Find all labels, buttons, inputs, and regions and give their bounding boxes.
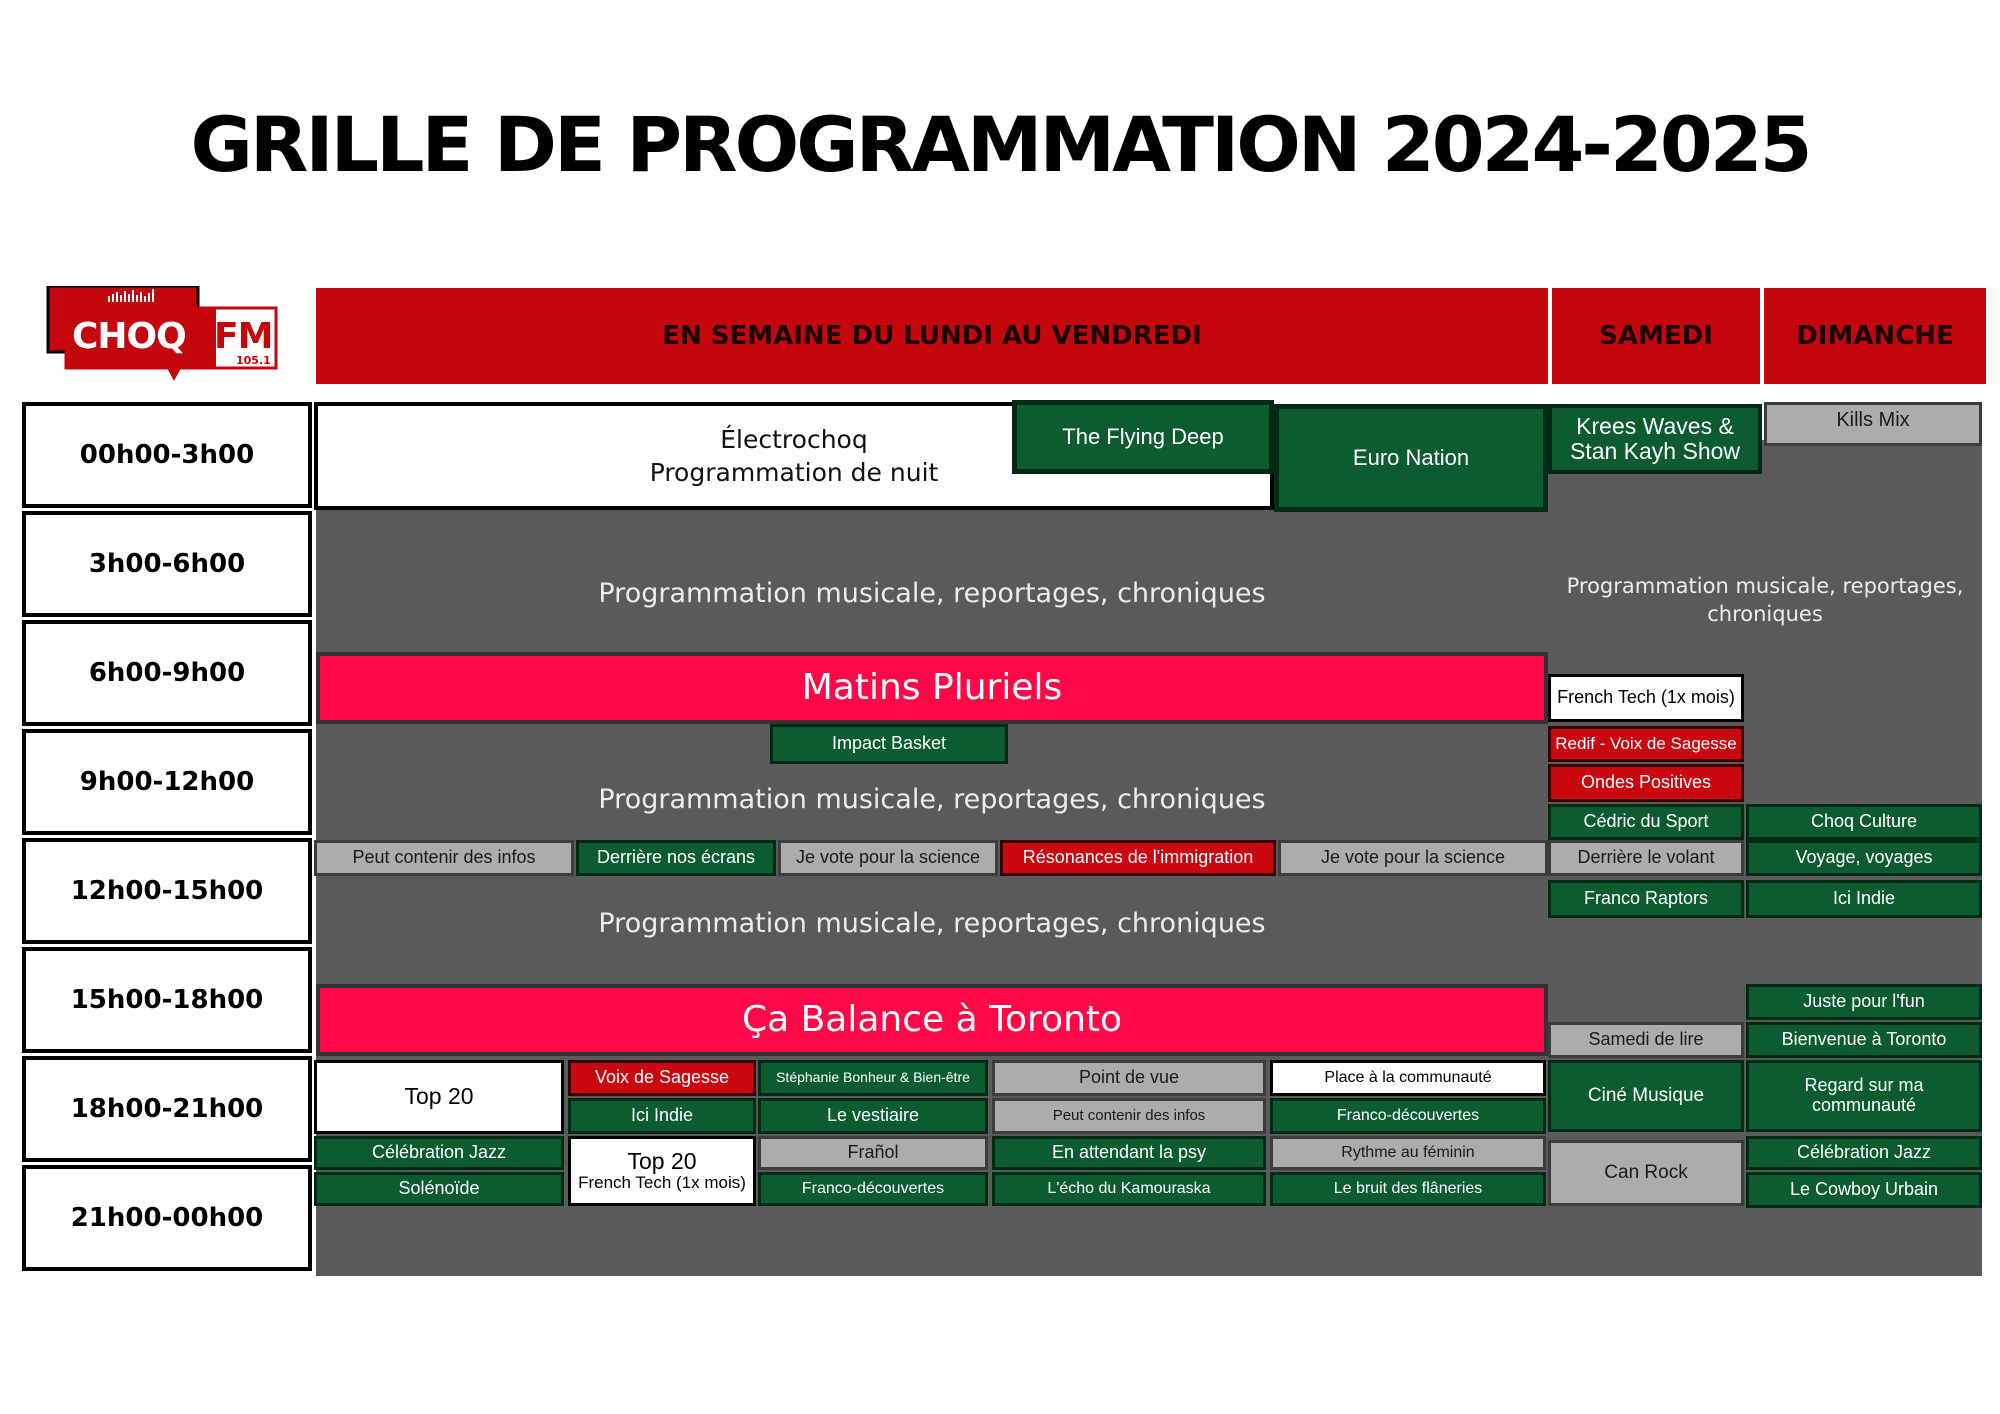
voix-de-sagesse-block: Voix de Sagesse xyxy=(568,1060,756,1096)
time-slot: 15h00-18h00 xyxy=(22,947,312,1053)
french-tech-saturday-block: French Tech (1x mois) xyxy=(1548,674,1744,722)
kills-mix-block: Kills Mix xyxy=(1764,402,1982,446)
header-weekday: EN SEMAINE DU LUNDI AU VENDREDI xyxy=(662,321,1202,351)
ca-balance-toronto-block: Ça Balance à Toronto xyxy=(316,984,1548,1056)
regard-line-2: communauté xyxy=(1811,1095,1917,1115)
weekday-prog-9-12: Programmation musicale, reportages, chroniques xyxy=(598,784,1266,815)
time-slot: 18h00-21h00 xyxy=(22,1056,312,1162)
header-saturday: SAMEDI xyxy=(1599,321,1713,351)
franco-raptors-block: Franco Raptors xyxy=(1548,880,1744,918)
le-vestiaire-block: Le vestiaire xyxy=(758,1098,988,1134)
weekend-prog-line-1: Programmation musicale, reportages, xyxy=(1566,574,1964,598)
page-title: GRILLE DE PROGRAMMATION 2024-2025 xyxy=(190,100,1810,189)
celebration-jazz-sunday-block: Célébration Jazz xyxy=(1746,1136,1982,1170)
logo-frequency: 105.1 xyxy=(236,354,271,367)
franco-decouvertes-night-block: Franco-découvertes xyxy=(758,1172,988,1206)
choq-culture-block: Choq Culture xyxy=(1746,804,1982,840)
time-slot: 3h00-6h00 xyxy=(22,511,312,617)
redif-voix-sagesse-block: Redif - Voix de Sagesse xyxy=(1548,726,1744,762)
samedi-de-lire-block: Samedi de lire xyxy=(1548,1022,1744,1058)
electrochoq-line-2: Programmation de nuit xyxy=(649,458,939,487)
rythme-feminin-block: Rythme au féminin xyxy=(1270,1136,1546,1170)
time-slot: 21h00-00h00 xyxy=(22,1165,312,1271)
ondes-positives-block: Ondes Positives xyxy=(1548,764,1744,802)
ici-indie-sunday-block: Ici Indie xyxy=(1746,880,1982,918)
cine-musique-block: Ciné Musique xyxy=(1548,1060,1744,1132)
regard-communaute-block xyxy=(1746,1060,1982,1132)
peut-contenir-evening-block: Peut contenir des infos xyxy=(992,1098,1266,1134)
derriere-le-volant-block: Derrière le volant xyxy=(1548,840,1744,876)
franol-block: Frañol xyxy=(758,1136,988,1170)
regard-line-1: Regard sur ma xyxy=(1804,1075,1924,1096)
krees-waves-block xyxy=(1548,404,1762,474)
time-slot: 00h00-3h00 xyxy=(22,402,312,508)
time-slot: 6h00-9h00 xyxy=(22,620,312,726)
impact-basket-block: Impact Basket xyxy=(770,724,1008,764)
echo-kamouraska-block: L'écho du Kamouraska xyxy=(992,1172,1266,1206)
time-slot: 12h00-15h00 xyxy=(22,838,312,944)
noon-show-resonances: Résonances de l'immigration xyxy=(1000,840,1276,876)
ici-indie-weekday-block: Ici Indie xyxy=(568,1098,756,1134)
top20-ft-line-1: Top 20 xyxy=(627,1148,697,1174)
en-attendant-psy-block: En attendant la psy xyxy=(992,1136,1266,1170)
krees-line-1: Krees Waves & xyxy=(1576,412,1734,439)
stephanie-bonheur-block: Stéphanie Bonheur & Bien-être xyxy=(758,1060,988,1096)
matins-pluriels-block: Matins Pluriels xyxy=(316,652,1548,724)
choq-fm-logo xyxy=(46,286,282,382)
juste-pour-lfun-block: Juste pour l'fun xyxy=(1746,984,1982,1020)
voyage-voyages-block: Voyage, voyages xyxy=(1746,840,1982,876)
euro-nation-block: Euro Nation xyxy=(1274,404,1548,512)
place-communaute-block: Place à la communauté xyxy=(1270,1060,1546,1096)
noon-show-derriere-ecrans: Derrière nos écrans xyxy=(576,840,776,876)
weekday-prog-3-6: Programmation musicale, reportages, chroniques xyxy=(598,578,1266,609)
logo-fm-text: FM xyxy=(214,316,273,357)
franco-decouvertes-evening-block: Franco-découvertes xyxy=(1270,1098,1546,1134)
noon-show-peut-contenir: Peut contenir des infos xyxy=(314,840,574,876)
point-de-vue-block: Point de vue xyxy=(992,1060,1266,1096)
noon-show-je-vote-1: Je vote pour la science xyxy=(778,840,998,876)
bruit-flaneries-block: Le bruit des flâneries xyxy=(1270,1172,1546,1206)
header-sunday: DIMANCHE xyxy=(1796,321,1954,351)
top20-french-tech-block xyxy=(568,1136,756,1206)
weekend-prog-line-2: chroniques xyxy=(1707,602,1823,626)
flying-deep-block: The Flying Deep xyxy=(1012,400,1274,474)
krees-line-2: Stan Kayh Show xyxy=(1569,438,1741,464)
can-rock-block: Can Rock xyxy=(1548,1140,1744,1206)
solenoide-block: Solénoïde xyxy=(314,1172,564,1206)
top20-ft-line-2: French Tech (1x mois) xyxy=(578,1173,746,1193)
celebration-jazz-weekday-block: Célébration Jazz xyxy=(314,1136,564,1170)
cowboy-urbain-block: Le Cowboy Urbain xyxy=(1746,1172,1982,1208)
logo-choq-text: CHOQ xyxy=(72,316,186,357)
noon-show-je-vote-2: Je vote pour la science xyxy=(1278,840,1548,876)
time-slot: 9h00-12h00 xyxy=(22,729,312,835)
bienvenue-toronto-block: Bienvenue à Toronto xyxy=(1746,1022,1982,1058)
electrochoq-line-1: Électrochoq xyxy=(720,424,868,454)
cedric-du-sport-block: Cédric du Sport xyxy=(1548,804,1744,840)
weekday-prog-12-15: Programmation musicale, reportages, chroniques xyxy=(598,908,1266,939)
top20-block: Top 20 xyxy=(314,1060,564,1134)
